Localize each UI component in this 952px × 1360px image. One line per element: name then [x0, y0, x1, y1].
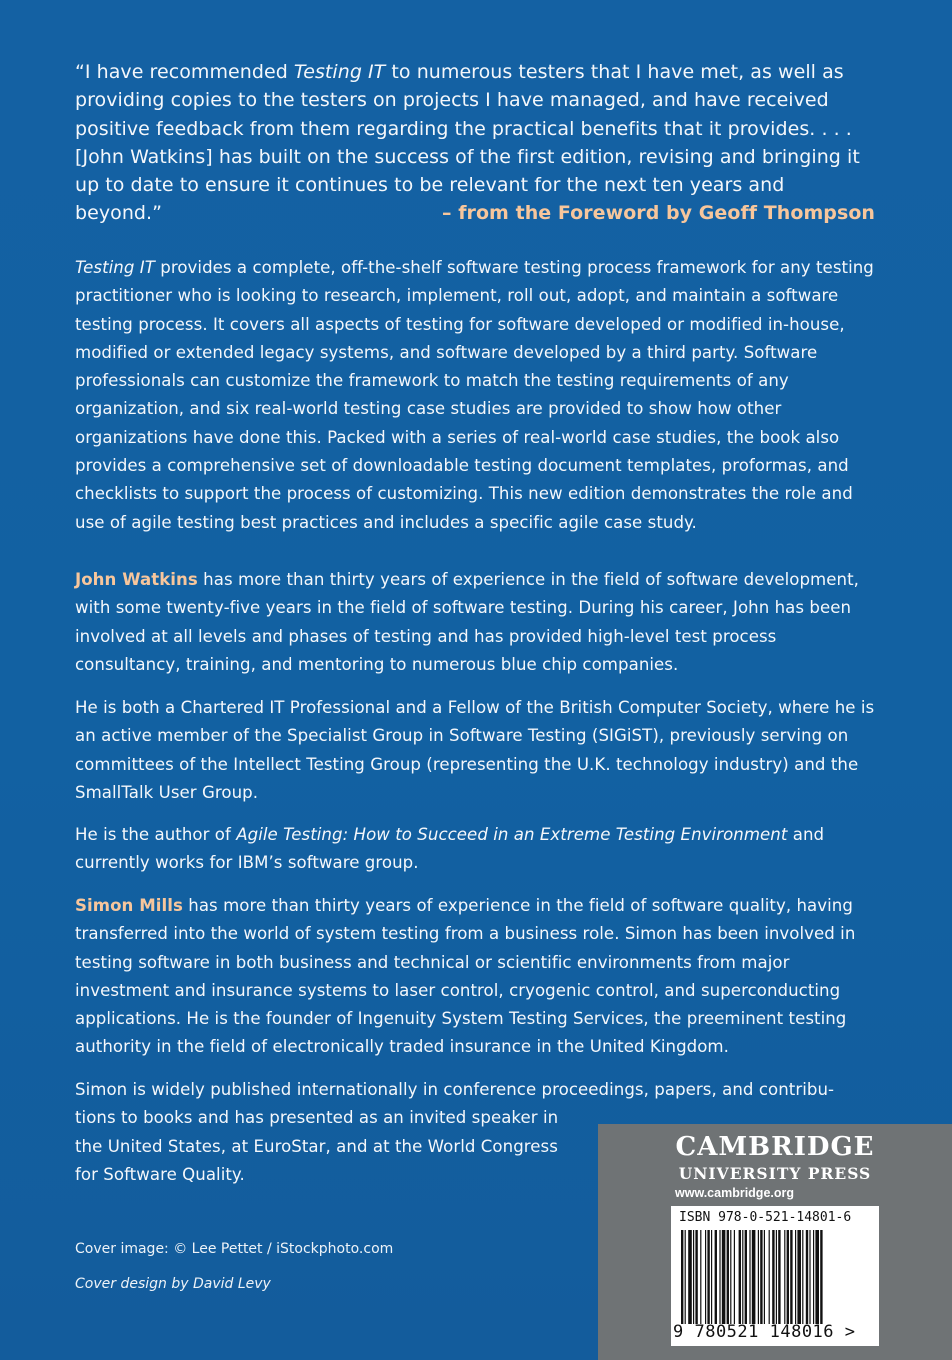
author1-bio-text: has more than thirty years of experience in the field of software development, with some twenty-five years in the field of software testing. During his career, John has been involved at all levels and phases of testing and has provided high-level test process consultancy, training, and mentoring to numerous blue chip companies.	[75, 570, 859, 674]
publisher-panel	[598, 1124, 952, 1360]
author1-name: John Watkins	[75, 570, 198, 589]
quote-text-start: “I have recommended	[75, 61, 294, 83]
author2-bio-text: has more than thirty years of experience in the field of software quality, having transferred into the world of system testing from a business role. Simon has been involved in testing software in both business and technical or scientific environments from major investment and insurance systems to laser control, cryogenic control, and superconducting applications. He is the founder of Ingenuity System Testing Services, the preeminent testing authority in the field of electronically traded insurance in the United Kingdom.	[75, 896, 856, 1057]
author1-para3	[75, 821, 881, 878]
author1-book-title: Agile Testing: How to Succeed in an Extreme Testing Environment	[236, 825, 788, 844]
author2-name: Simon Mills	[75, 896, 183, 915]
author2-para2-line3: the United States, at EuroStar, and at the World Congress	[75, 1136, 558, 1156]
publisher-url[interactable]: www.cambridge.org	[675, 1186, 795, 1200]
author2-para2-line2: tions to books and has presented as an invited speaker in	[75, 1108, 559, 1128]
cover-design-credit: Cover design by David Levy	[75, 1276, 271, 1292]
publisher-logo-name: CAMBRIDGE	[675, 1132, 875, 1162]
author1-para3-a: He is the author of	[75, 825, 237, 844]
description-book-title: Testing IT	[75, 258, 155, 277]
barcode-box	[671, 1206, 879, 1346]
barcode-digits: 9 780521 148016 >	[673, 1322, 856, 1342]
quote-book-title: Testing IT	[293, 61, 386, 83]
quote-attribution: – from the Foreword by Geoff Thompson	[442, 202, 875, 225]
publisher-logo-subname: UNIVERSITY PRESS	[678, 1164, 872, 1183]
barcode-icon	[677, 1230, 873, 1324]
author2-para2-line1: Simon is widely published internationally in conference proceedings, papers, and contribu-	[75, 1080, 835, 1099]
author1-para3-b: and currently works for IBM’s software group.	[75, 825, 825, 873]
author2-para2-line4: for Software Quality.	[75, 1164, 245, 1184]
description-text: provides a complete, off-the-shelf software testing process framework for any testing practitioner who is looking to research, implement, roll out, adopt, and maintain a software testing process. It covers all aspects of testing for software developed or modified in-house, modified or extended legacy systems, and software developed by a third party. Software professionals can customize the framework to match the testing requirements of any organization, and six real-world testing case studies are provided to show how other organizations have done this. Packed with a series of real-world case studies, the book also provides a comprehensive set of downloadable testing document templates, proformas, and checklists to support the process of customizing. This new edition demonstrates the role and use of agile testing best practices and includes a specific agile case study.	[75, 258, 874, 532]
cover-image-credit: Cover image: © Lee Pettet / iStockphoto.com	[75, 1241, 394, 1257]
book-description	[75, 254, 881, 537]
author2-bio	[75, 892, 881, 1062]
author1-para2: He is both a Chartered IT Professional and a Fellow of the British Computer Society, where he is an active member of the Specialist Group in Software Testing (SIGiST), previously serving on committees of the Intellect Testing Group (representing the U.K. technology industry) and the SmallTalk User Group.	[75, 698, 875, 802]
isbn-label: ISBN 978-0-521-14801-6	[679, 1210, 852, 1225]
foreword-quote	[75, 58, 875, 228]
quote-text-rest: to numerous testers that I have met, as well as providing copies to the testers on projects I have managed, and have received positive feedback from them regarding the practical benefits that it provides. . . . [John Watkins] has built on the success of the first edition, revising and bringing it up to date to ensure it continues to be relevant for the next ten years and beyond.”	[75, 61, 860, 225]
author1-bio	[75, 566, 881, 679]
